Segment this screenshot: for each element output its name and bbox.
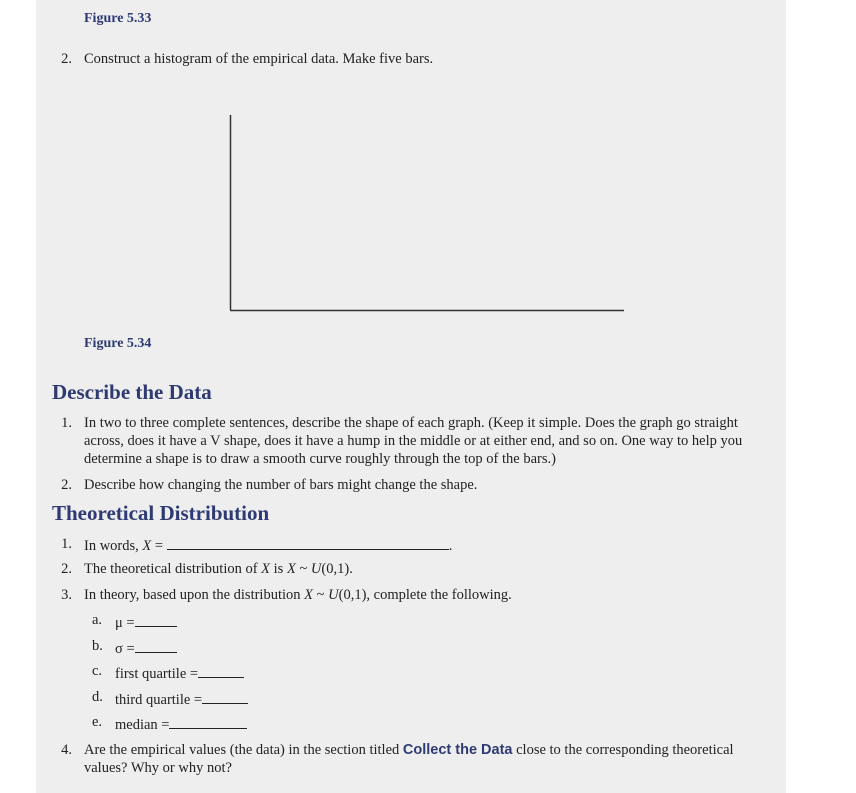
text: In words, <box>84 538 143 554</box>
answer-blank-median[interactable] <box>169 714 247 729</box>
theoretical-item-1-number: 1. <box>61 536 72 552</box>
text: is <box>270 561 287 577</box>
text: (0,1). <box>321 561 353 577</box>
sub-item-d-text <box>115 689 248 709</box>
theoretical-item-4-number: 4. <box>61 742 72 758</box>
sub-item-letter: c. <box>92 663 103 679</box>
text: Are the empirical values (the data) in the section titled <box>84 742 403 758</box>
describe-item-1-line-2: across, does it have a V shape, does it have a hump in the middle or at either end, and so on. One way to help you <box>84 433 743 449</box>
answer-blank-third-quartile[interactable] <box>202 689 248 704</box>
sub-item-label: third quartile = <box>115 692 203 708</box>
distribution: U <box>328 587 339 603</box>
text: . <box>448 538 453 554</box>
answer-blank-first-quartile[interactable] <box>198 663 244 678</box>
sub-item-label: median = <box>115 717 170 733</box>
theoretical-item-3-number: 3. <box>61 587 72 603</box>
sub-item-e-text <box>115 714 247 734</box>
sub-item-letter: e. <box>92 714 103 730</box>
describe-item-1-line-1: In two to three complete sentences, describe the shape of each graph. (Keep it simple. Does the graph go straight <box>84 415 738 431</box>
describe-item-2-number: 2. <box>61 477 72 493</box>
theoretical-item-3-text <box>84 586 512 604</box>
describe-heading: Describe the Data <box>52 380 212 404</box>
describe-item-1 <box>0 414 856 474</box>
answer-blank-mu[interactable] <box>135 612 177 627</box>
theoretical-item-4-line-2: values? Why or why not? <box>84 760 232 776</box>
variable: X <box>286 561 296 577</box>
answer-blank-sigma[interactable] <box>135 638 177 653</box>
variable: X <box>304 587 314 603</box>
text: (0,1), complete the following. <box>338 587 512 603</box>
theoretical-item-2-text <box>84 560 353 578</box>
theoretical-item-4-line-1 <box>84 741 734 759</box>
describe-item-2-line-1: Describe how changing the number of bars might change the shape. <box>84 477 478 493</box>
question-2-number: 2. <box>61 51 72 67</box>
sub-item-c-text <box>115 663 244 683</box>
sub-item-label: first quartile = <box>115 666 199 682</box>
sub-item-letter: b. <box>92 638 103 654</box>
text: In theory, based upon the distribution <box>84 587 305 603</box>
theoretical-item-4 <box>0 741 856 781</box>
collect-the-data-link[interactable]: Collect the Data <box>402 742 513 758</box>
sub-item-label: μ = <box>115 615 135 631</box>
describe-item-1-number: 1. <box>61 415 72 431</box>
sub-item-a-text <box>115 612 177 632</box>
variable: X <box>142 538 152 554</box>
theoretical-item-2-number: 2. <box>61 561 72 577</box>
sub-item-letter: d. <box>92 689 103 705</box>
variable: X <box>261 561 271 577</box>
sub-item-label: σ = <box>115 641 135 657</box>
text: ~ <box>295 561 311 577</box>
text: = <box>151 538 167 554</box>
text: ~ <box>313 587 329 603</box>
distribution: U <box>310 561 322 577</box>
text: close to the corresponding theoretical <box>512 742 734 758</box>
question-2-text: Construct a histogram of the empirical data. Make five bars. <box>84 51 434 67</box>
figure-534-caption: Figure 5.34 <box>84 336 152 351</box>
figure-533-caption: Figure 5.33 <box>84 11 152 26</box>
sub-item-letter: a. <box>92 612 103 628</box>
describe-item-1-line-3: determine a shape is to draw a smooth curve roughly through the top of the bars.) <box>84 451 556 467</box>
text: The theoretical distribution of <box>84 561 262 577</box>
histogram-axes <box>225 110 627 315</box>
theoretical-heading: Theoretical Distribution <box>52 501 270 525</box>
sub-item-b-text <box>115 638 177 658</box>
theoretical-item-1-text <box>84 535 452 555</box>
answer-blank-words[interactable] <box>167 535 449 550</box>
